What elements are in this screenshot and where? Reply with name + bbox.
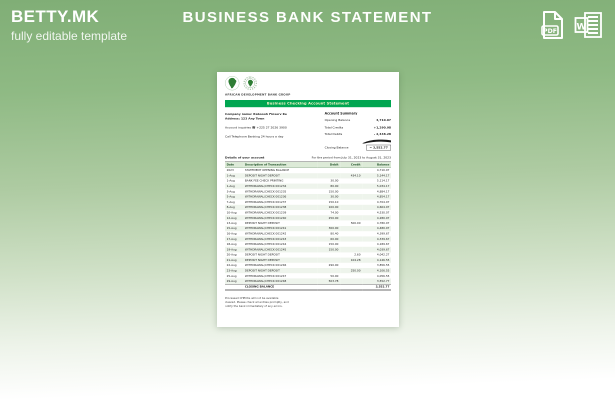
cell-description: WITHDRAWAL/CHECK 001244 [244,242,287,246]
cell-description: WITHDRAWAL/CHECK 001241 [244,226,287,231]
account-summary [325,112,391,151]
footnote-line: cleared. Please check all entries promptly, and [225,300,289,304]
cell-debit: 80.40 [330,232,339,236]
cell-description: WITHDRAWAL/CHECK 001238 [244,205,287,209]
cell-balance: 5,034.17 [376,184,390,188]
cell-date: 10-Aug [226,211,237,215]
download-buttons [540,10,603,43]
transactions-body [225,168,391,290]
cell-date: 1-Aug [226,184,235,188]
cell-description: DEPOSIT NIGHT DEPOSIT [244,269,280,273]
bank-logos [225,76,391,90]
footnote-line: notify the bank immediately of any errors. [225,304,283,309]
bank-statement-page [217,72,399,327]
cell-credit: 250.00 [350,269,361,273]
cell-description: WITHDRAWAL/CHECK 001248 [244,279,287,283]
cell-debit: 150.00 [328,247,339,252]
cell-balance: 3,856.55 [376,263,390,267]
cell-date: 13-Aug [226,221,237,225]
cell-description: STATEMENT OPENING BALANCE [244,168,290,173]
summary-value: - 2,448.28 [373,132,391,136]
cell-date: 18-Aug [226,242,237,246]
cell-debit: 250.00 [328,216,339,220]
cell-description: WITHDRAWAL/CHECK 001243 [244,237,287,241]
cell-balance: 4,854.17 [376,195,390,199]
cell-balance: 4,146.55 [376,258,390,262]
details-heading: Details of your account [225,155,265,159]
cell-debit: 290.00 [328,263,339,267]
cell-description: DEPOSIT NIGHT DEPOSIT [244,258,280,262]
cell-balance: 4,399.67 [376,232,390,236]
summary-label: Total Credits [324,125,344,129]
cell-date: 29-Aug [226,279,237,283]
cell-debit: 150.00 [328,242,339,246]
cell-description: WITHDRAWAL/CHECK 001234 [244,184,287,188]
closing-balance-table-row [225,284,391,290]
cell-description: WITHDRAWAL/CHECK 001239 [244,211,287,215]
statement-footnote [225,296,318,308]
statement-period: For the period from July 31, 2023 to August 31, 2023 [311,155,391,159]
cell-description: WITHDRAWAL/CHECK 001236 [244,195,287,199]
word-file-icon [574,22,603,43]
cell-credit: 434.10 [350,174,361,178]
footnote-line: Processed CHECKs will not be available [225,296,279,300]
cell-description: DEPOSIT NIGHT DEPOSIT [244,174,280,178]
cell-description: WITHDRAWAL/CHECK 001242 [244,232,287,236]
cell-credit: 104.28 [350,258,361,262]
info-section [225,112,391,151]
cell-balance: 4,884.17 [376,189,390,194]
cell-debit: 150.00 [328,189,339,194]
cell-balance: 4,039.67 [376,247,390,252]
cell-description: BANK FEE CHECK PRINTING [244,179,284,183]
cell-balance: 4,704.07 [376,200,390,204]
column-header: Balance [362,162,391,168]
cell-balance: 4,042.27 [376,253,390,257]
cell-description: WITHDRAWAL/CHECK 001246 [244,263,287,267]
column-header: Credit [340,162,362,168]
cell-date [225,284,243,290]
cell-balance: 5,114.17 [376,179,390,183]
cell-balance: 4,480.07 [376,226,390,231]
cell-balance: 4,189.67 [376,242,390,246]
afdb-seal-logo-icon [243,76,257,90]
cell-date: 1-Aug [226,174,235,178]
cell-date: 3-Aug [226,189,235,194]
cell-balance: 4,106.55 [376,269,390,273]
cell-balance: 4,604.07 [376,205,390,209]
cell-description: CLOSING BALANCE [243,284,318,290]
company-address-line: Address: 123 Any Town [225,116,265,121]
cell-balance: 4,339.67 [376,237,390,241]
cell-balance: 4,056.55 [376,274,390,278]
details-header-row [225,155,391,159]
brand-logo: BETTY.MK [11,7,100,26]
closing-balance-label: Closing Balance [324,145,349,150]
column-header: Debit [318,162,340,168]
cell-date: 8-Aug [226,205,235,209]
cell-balance: 3,552.77 [362,284,391,290]
column-header: Date [225,162,243,168]
cell-description: WITHDRAWAL/CHECK 001247 [244,274,287,278]
bank-group-name: AFRICAN DEVELOPMENT BANK GROUP [225,93,291,97]
summary-label: Opening Balance [324,118,351,122]
summary-value: +1,290.98 [373,125,391,129]
company-name-line: Company name: Raboooh Finserv Ke [225,112,287,116]
summary-row [325,125,391,129]
cell-date: 15-Aug [226,226,237,231]
cell-debit [318,284,340,290]
statement-title-bar: Business Checking Account Statement [225,100,391,107]
cell-date: 25-Aug [226,274,237,278]
cell-debit: 30.00 [330,179,339,183]
cell-debit: 74.00 [330,211,339,215]
cell-debit: 300.00 [328,226,339,231]
cell-date: 16-Aug [226,232,237,236]
cell-debit: 80.00 [330,184,339,188]
cell-balance: 4,530.07 [376,211,390,215]
cell-credit: 500.00 [350,221,361,225]
afdb-africa-logo-icon [225,76,239,90]
cell-date: 2023 [226,168,234,173]
brand-tagline: fully editable template [11,29,128,43]
summary-value: 4,710.07 [376,118,391,122]
pdf-file-icon [540,28,565,43]
cell-date: 19-Aug [226,247,237,252]
cell-date: 1-Aug [226,179,235,183]
cell-debit: 60.00 [330,237,339,241]
cell-description: DEPOSIT NIGHT DEPOSIT [244,221,280,225]
document-preview[interactable] [217,72,399,327]
cell-debit: 100.00 [328,205,339,209]
cell-balance: 4,280.07 [376,216,390,220]
cell-debit: 150.10 [328,200,339,204]
cell-description: DEPOSIT NIGHT DEPOSIT [244,253,280,257]
cell-description: WITHDRAWAL/CHECK 001240 [244,216,287,220]
cell-date: 17-Aug [226,237,237,241]
cell-balance: 3,552.77 [376,279,390,283]
swoosh-decoration-icon [362,139,391,143]
cell-credit: 2.60 [354,253,361,257]
pdf-download-button[interactable] [540,10,565,43]
summary-label: Total Debits [324,132,343,136]
closing-balance-value: = 3,552.77 [366,145,391,151]
cell-balance: 5,144.17 [376,174,390,178]
cell-date: 5-Aug [226,195,235,199]
cell-debit: 50.00 [330,274,339,278]
telephone-banking-line: Call Telephone Banking 24 hours a day [225,134,284,139]
cell-debit: 30.00 [330,195,339,199]
company-info [225,112,316,151]
account-summary-title: Account Summary [324,111,358,116]
cell-date: 22-Aug [226,263,237,267]
page-title: BUSINESS BANK STATEMENT [182,9,433,26]
summary-row [325,132,391,136]
word-download-button[interactable] [574,10,603,43]
cell-description: WITHDRAWAL/CHECK 001235 [244,189,287,194]
cell-balance: 4,710.07 [376,168,390,173]
closing-balance-row [325,145,391,151]
cell-date: 23-Aug [226,269,237,273]
cell-date: 12-Aug [226,216,237,220]
summary-row [325,118,391,122]
cell-description: WITHDRAWAL/CHECK 001245 [244,247,287,252]
svg-text:PDF: PDF [543,28,557,35]
column-header: Description of Transaction [243,162,318,168]
cell-date: 7-Aug [226,200,235,204]
svg-text:W: W [576,22,587,33]
cell-description: WITHDRAWAL/CHECK 001237 [244,200,287,204]
cell-debit: 503.78 [328,279,339,283]
cell-date: 21-Aug [226,258,237,262]
account-summary-rows [325,118,391,136]
cell-credit [340,284,362,290]
transactions-table [225,161,391,290]
account-inquiries-line: Account inquiries ☎ +225 27 2026 3900 [225,125,287,130]
cell-date: 20-Aug [226,253,237,257]
cell-balance: 4,780.07 [376,221,390,225]
